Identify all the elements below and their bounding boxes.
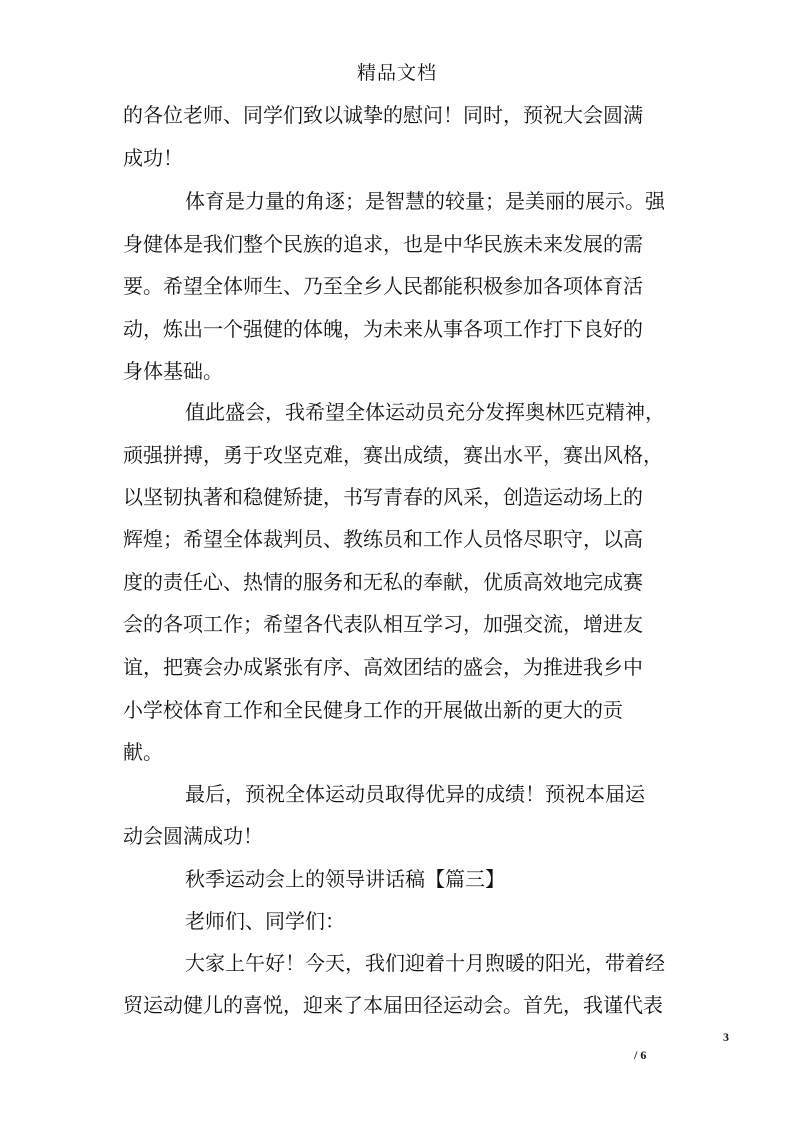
salutation-line: 老师们、同学们： <box>185 909 345 933</box>
section-heading: 秋季运动会上的领导讲话稿【篇三】 <box>185 867 505 891</box>
paragraph-line: 值此盛会，我希望全体运动员充分发挥奥林匹克精神， <box>185 400 665 424</box>
paragraph-line: 谊，把赛会办成紧张有序、高效团结的盛会，为推进我乡中 <box>123 655 643 679</box>
paragraph-line: 动会圆满成功！ <box>123 824 263 848</box>
paragraph-line: 度的责任心、热情的服务和无私的奉献，优质高效地完成赛 <box>123 570 643 594</box>
paragraph-line: 身体基础。 <box>123 359 223 383</box>
paragraph-line: 身健体是我们整个民族的追求，也是中华民族未来发展的需 <box>123 232 643 256</box>
paragraph-line: 动，炼出一个强健的体魄，为未来从事各项工作打下良好的 <box>123 317 643 341</box>
paragraph-line: 辉煌；希望全体裁判员、教练员和工作人员恪尽职守，以高 <box>123 527 643 551</box>
paragraph-line: 最后，预祝全体运动员取得优异的成绩！预祝本届运 <box>185 782 645 806</box>
paragraph-line: 大家上午好！今天，我们迎着十月煦暖的阳光，带着经 <box>185 951 665 975</box>
paragraph-line: 成功！ <box>123 146 183 170</box>
page-total: / 6 <box>634 1048 647 1062</box>
page-header-title: 精品文档 <box>356 62 437 84</box>
paragraph-line: 顽强拼搏，勇于攻坚克难，赛出成绩，赛出水平，赛出风格， <box>123 443 663 467</box>
paragraph-line: 体育是力量的角逐；是智慧的较量；是美丽的展示。强 <box>185 189 665 213</box>
paragraph-line: 会的各项工作；希望各代表队相互学习，加强交流，增进友 <box>123 612 643 636</box>
paragraph-line: 要。希望全体师生、乃至全乡人民都能积极参加各项体育活 <box>123 274 643 298</box>
paragraph-line: 贸运动健儿的喜悦，迎来了本届田径运动会。首先，我谨代表 <box>123 993 663 1017</box>
paragraph-line: 小学校体育工作和全民健身工作的开展做出新的更大的贡 <box>123 698 623 722</box>
paragraph-line: 献。 <box>123 740 163 764</box>
paragraph-line: 以坚韧执著和稳健矫捷，书写青春的风采，创造运动场上的 <box>123 485 643 509</box>
page-number: 3 <box>723 1030 729 1044</box>
paragraph-line: 的各位老师、同学们致以诚挚的慰问！同时，预祝大会圆满 <box>123 103 643 127</box>
